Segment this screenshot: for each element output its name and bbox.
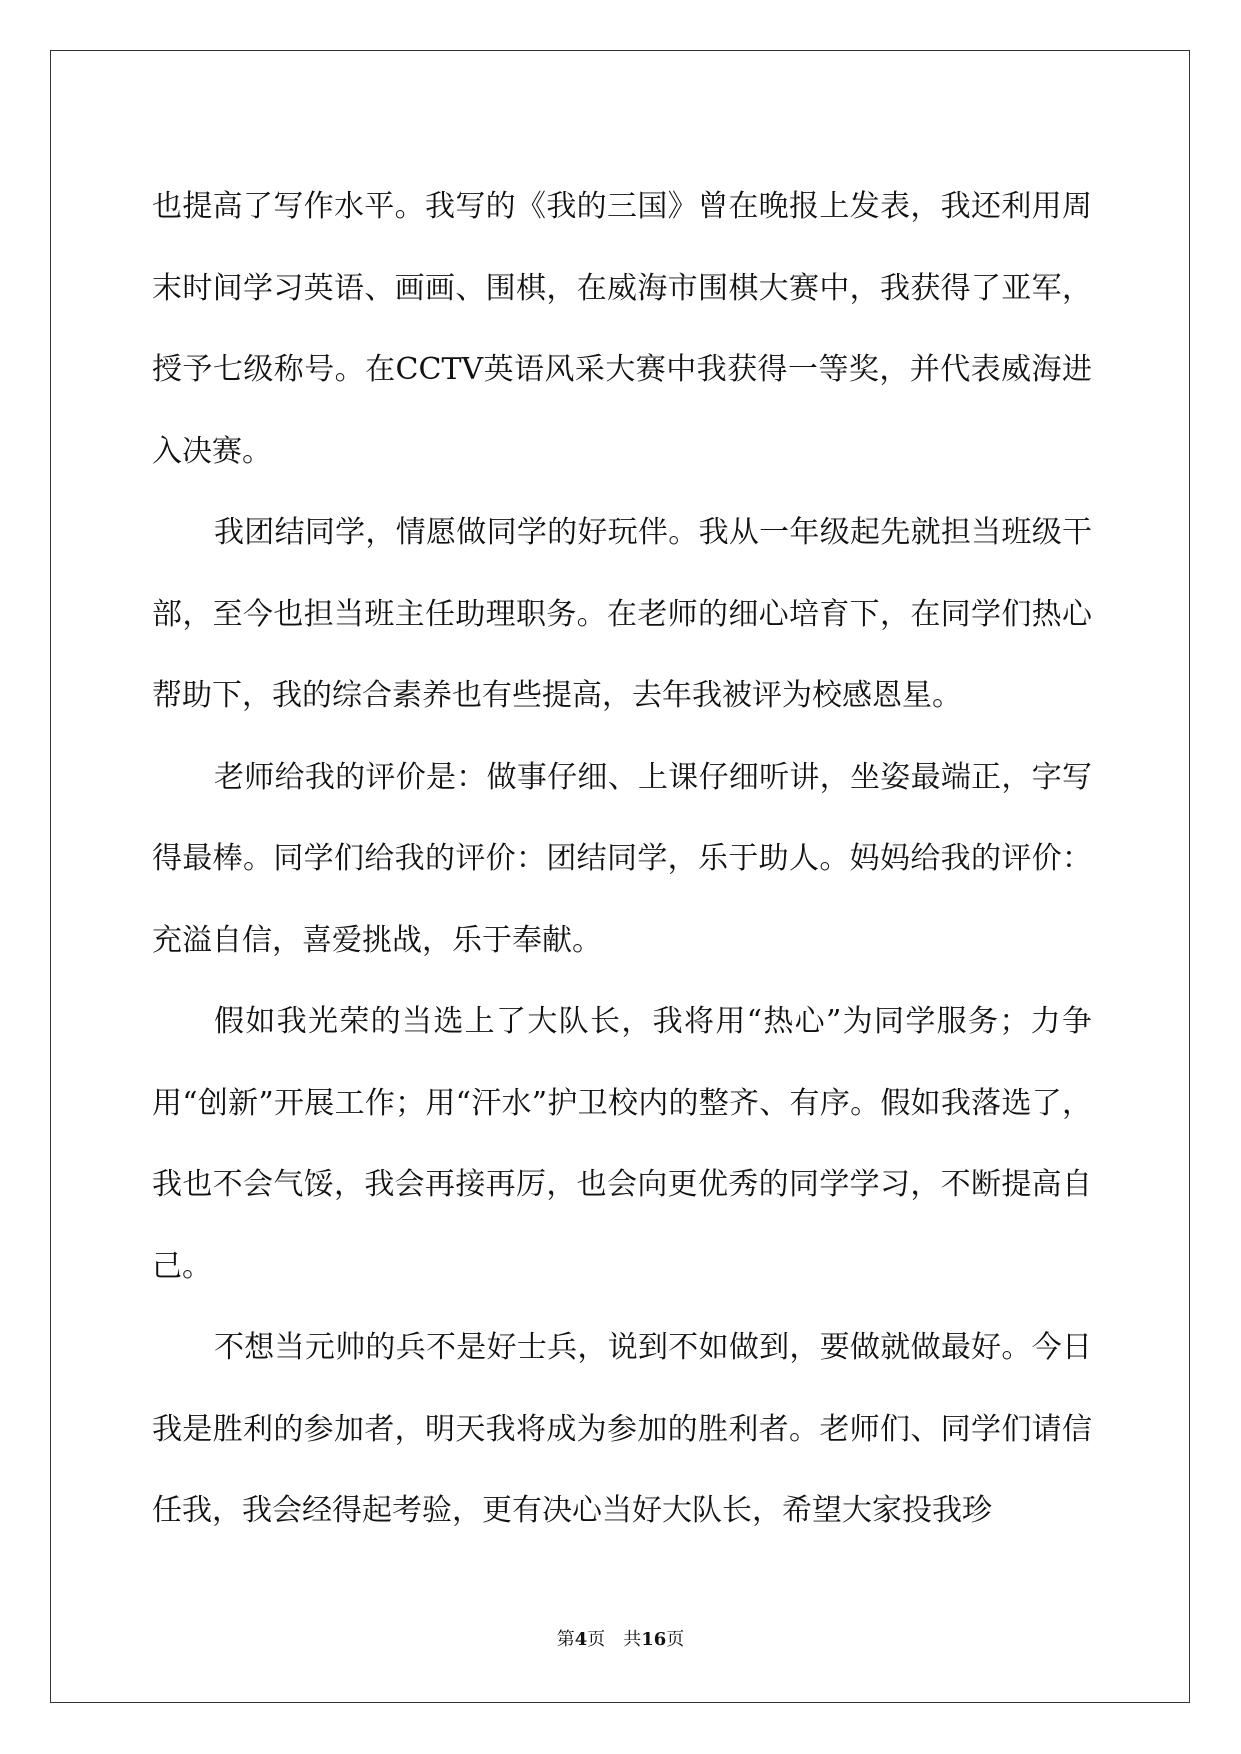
- page-footer: [0, 1625, 1241, 1651]
- paragraph-5: 不想当元帅的兵不是好士兵，说到不如做到，要做就做最好。今日我是胜利的参加者，明天我将成为参加的胜利者。老师们、同学们请信任我，我会经得起考验，更有决心当好大队长，希望大家投我珍: [152, 1330, 1092, 1528]
- paragraph-4: 假如我光荣的当选上了大队长，我将用“热心”为同学服务；力争用“创新”开展工作；用“汗水”护卫校内的整齐、有序。假如我落选了，我也不会气馁，我会再接再厉，也会向更优秀的同学学习，不断提高自己。: [152, 1004, 1092, 1284]
- paragraph-3: 老师给我的评价是：做事仔细、上课仔细听讲，坐姿最端正，字写得最棒。同学们给我的评价：团结同学，乐于助人。妈妈给我的评价：充溢自信，喜爱挑战，乐于奉献。: [152, 759, 1092, 958]
- paragraph-2: 我团结同学，情愿做同学的好玩伴。我从一年级起先就担当班级干部，至今也担当班主任助理职务。在老师的细心培育下，在同学们热心帮助下，我的综合素养也有些提高，去年我被评为校感恩星。: [152, 515, 1092, 713]
- document-body: [152, 166, 1092, 1552]
- page-suffix: 页: [587, 1629, 606, 1650]
- paragraph-1: 也提高了写作水平。我写的《我的三国》曾在晚报上发表，我还利用周末时间学习英语、画画、围棋，在威海市围棋大赛中，我获得了亚军，授予七级称号。在CCTV英语风采大赛中我获得一等奖，并代表威海进入决赛。: [152, 189, 1092, 469]
- total-suffix: 页: [666, 1629, 685, 1650]
- page-prefix: 第: [556, 1629, 575, 1650]
- total-pages: 16: [641, 1629, 667, 1650]
- page-number: 4: [574, 1629, 588, 1650]
- total-prefix: 共: [623, 1629, 642, 1650]
